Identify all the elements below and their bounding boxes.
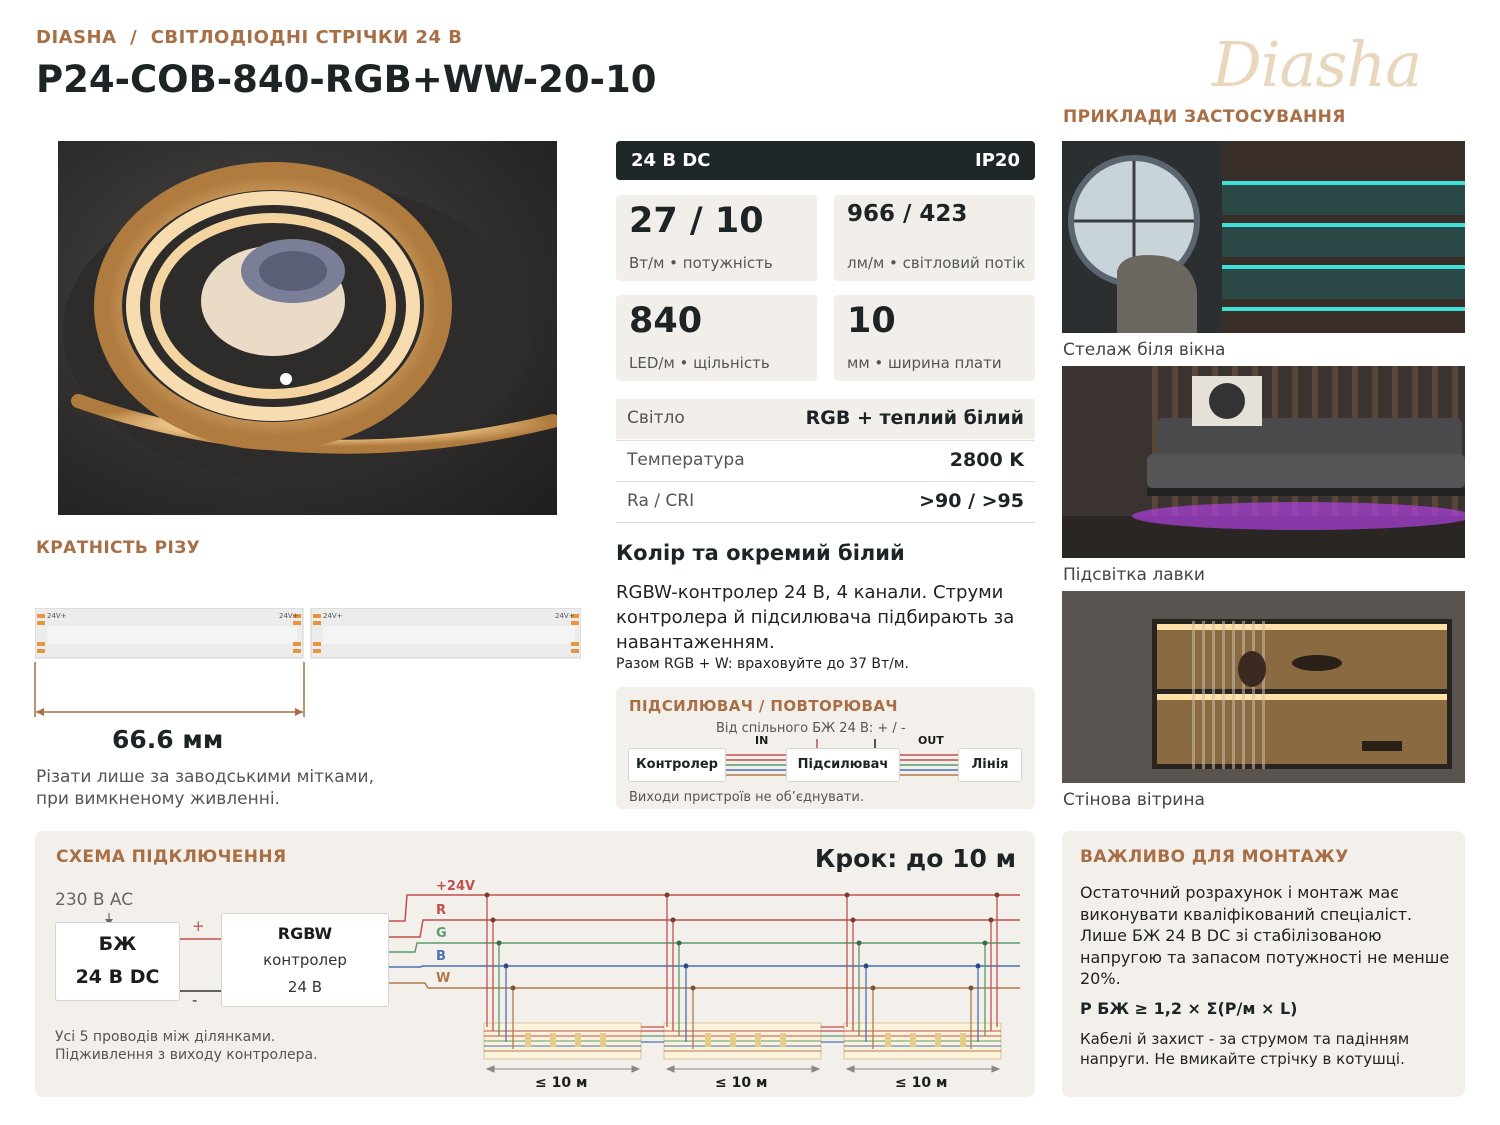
prop-row-cri (616, 482, 1035, 522)
application-caption: Стінова вітрина (1063, 790, 1205, 810)
amplifier-footnote: Виходи пристроїв не об’єднувати. (629, 790, 864, 805)
psu-voltage: 24 В DC (75, 966, 160, 988)
psu-title: БЖ (98, 933, 137, 955)
application-caption: Стелаж біля вікна (1063, 340, 1226, 360)
line-box: Лінія (958, 748, 1022, 782)
strip-mark: 24V+ (555, 612, 575, 620)
prop-row-light (616, 399, 1035, 439)
wire-label-g: G (436, 926, 447, 941)
applications-heading: ПРИКЛАДИ ЗАСТОСУВАННЯ (1063, 107, 1346, 127)
mounting-text: Остаточний розрахунок і монтаж має виконувати кваліфікований спеціаліст. Лише БЖ 24 В DC зі стабілізованою напругою та запасом потужності не менше 20%. (1080, 883, 1450, 988)
scheme-ac-label: 230 В AC (55, 890, 134, 910)
cut-note-line2: при вимкненому живленні. (36, 789, 280, 809)
application-caption: Підсвітка лавки (1063, 565, 1205, 585)
segment-length-label: ≤ 10 м (895, 1075, 948, 1091)
cut-heading: КРАТНІСТЬ РІЗУ (36, 538, 201, 558)
prop-key: Температура (627, 450, 745, 470)
scheme-heading: СХЕМА ПІДКЛЮЧЕННЯ (56, 847, 287, 867)
amplifier-psu-note: Від спільного БЖ 24 В: + / - (716, 721, 906, 736)
prop-value: 2800 K (949, 449, 1024, 471)
color-text: RGBW-контролер 24 В, 4 канали. Струми контролера й підсилювача підбирають за навантаженням. (616, 582, 1015, 653)
wire-label-r: R (436, 903, 447, 918)
psu-plus: + (192, 917, 205, 935)
brand-logo: Diasha (1212, 28, 1422, 101)
amplifier-heading: ПІДСИЛЮВАЧ / ПОВТОРЮВАЧ (629, 697, 898, 715)
application-image-shelf (1062, 141, 1465, 333)
mounting-formula: P БЖ ≥ 1,2 × Σ(P/м × L) (1080, 999, 1298, 1018)
voltage-label: 24 В DC (631, 150, 711, 171)
wire-label-plus: +24V (436, 879, 476, 894)
wire-label-b: B (436, 949, 446, 964)
bench-illustration (1062, 366, 1465, 558)
amplifier-device-box: Підсилювач (786, 748, 900, 782)
segment-1 (484, 1023, 641, 1059)
tile-density (616, 295, 817, 381)
cut-dimension-line (33, 662, 309, 722)
cut-note-line1: Різати лише за заводськими мітками, (36, 767, 374, 787)
connection-scheme (35, 831, 1035, 1097)
color-heading: Колір та окремий білий (616, 541, 905, 565)
prop-row-temperature (616, 441, 1035, 481)
tile-density-value: 840 (629, 301, 703, 341)
strip-segments (35, 608, 581, 660)
tile-flux-value: 966 / 423 (847, 201, 968, 227)
strip-mark: 24V+ (323, 612, 343, 620)
controller-title: RGBW (277, 924, 333, 943)
segment-length-label: ≤ 10 м (535, 1075, 588, 1091)
mounting-note: Кабелі й захист - за струмом та падінням напруги. Не вмикайте стрічку в котушці. (1080, 1030, 1410, 1068)
tile-width-label: мм • ширина плати (847, 354, 1002, 372)
strip-mark: 24V+ (279, 612, 299, 620)
page-title: P24-COB-840-RGB+WW-20-10 (36, 58, 657, 101)
mounting-notes (1062, 831, 1465, 1097)
color-note: Разом RGB + W: враховуйте до 37 Вт/м. (616, 656, 909, 672)
application-image-showcase (1062, 591, 1465, 783)
tile-power-label: Вт/м • потужність (629, 254, 773, 272)
tile-power-value: 27 / 10 (629, 201, 764, 241)
ip-rating: IP20 (975, 150, 1020, 171)
tile-flux-label: лм/м • світловий потік (847, 254, 1026, 272)
mounting-heading: ВАЖЛИВО ДЛЯ МОНТАЖУ (1080, 847, 1349, 867)
strip-mark: 24V+ (47, 612, 67, 620)
cut-length: 66.6 мм (112, 725, 224, 754)
scheme-step: Крок: до 10 м (814, 844, 1016, 873)
controller-box: Контролер (628, 748, 726, 782)
wire-label-w: W (436, 971, 451, 986)
breadcrumb-separator: / (130, 27, 138, 48)
in-label: IN (755, 734, 769, 747)
psu-minus: - (192, 991, 198, 1009)
tile-width-value: 10 (847, 301, 896, 341)
brand-link[interactable]: DIASHA (36, 27, 117, 48)
segment-2 (664, 1023, 821, 1059)
controller-subtitle: контролер (263, 951, 347, 969)
tile-power (616, 195, 817, 281)
scheme-note-line2: Підживлення з виходу контролера. (55, 1047, 318, 1063)
prop-key: Ra / CRI (627, 491, 695, 511)
strip-cut-illustration (35, 608, 581, 660)
showcase-illustration (1062, 591, 1465, 783)
tile-width (834, 295, 1035, 381)
out-label: OUT (918, 734, 944, 747)
prop-value: RGB + теплий білий (805, 407, 1024, 429)
category-link[interactable]: СВІТЛОДІОДНІ СТРІЧКИ 24 В (150, 27, 463, 48)
scheme-note-line1: Усі 5 проводів між ділянками. (55, 1029, 276, 1045)
breadcrumb (36, 27, 462, 48)
tile-flux (834, 195, 1035, 281)
segment-length-label: ≤ 10 м (715, 1075, 768, 1091)
prop-value: >90 / >95 (919, 490, 1024, 512)
application-image-bench (1062, 366, 1465, 558)
divider (616, 522, 1035, 523)
controller-voltage: 24 В (287, 978, 323, 996)
product-photo (58, 141, 557, 515)
shelf-illustration (1062, 141, 1465, 333)
amplifier-box (616, 687, 1035, 809)
led-reel-illustration (58, 141, 557, 515)
spec-bar (616, 141, 1035, 180)
tile-density-label: LED/м • щільність (629, 354, 770, 372)
prop-key: Світло (627, 408, 685, 428)
